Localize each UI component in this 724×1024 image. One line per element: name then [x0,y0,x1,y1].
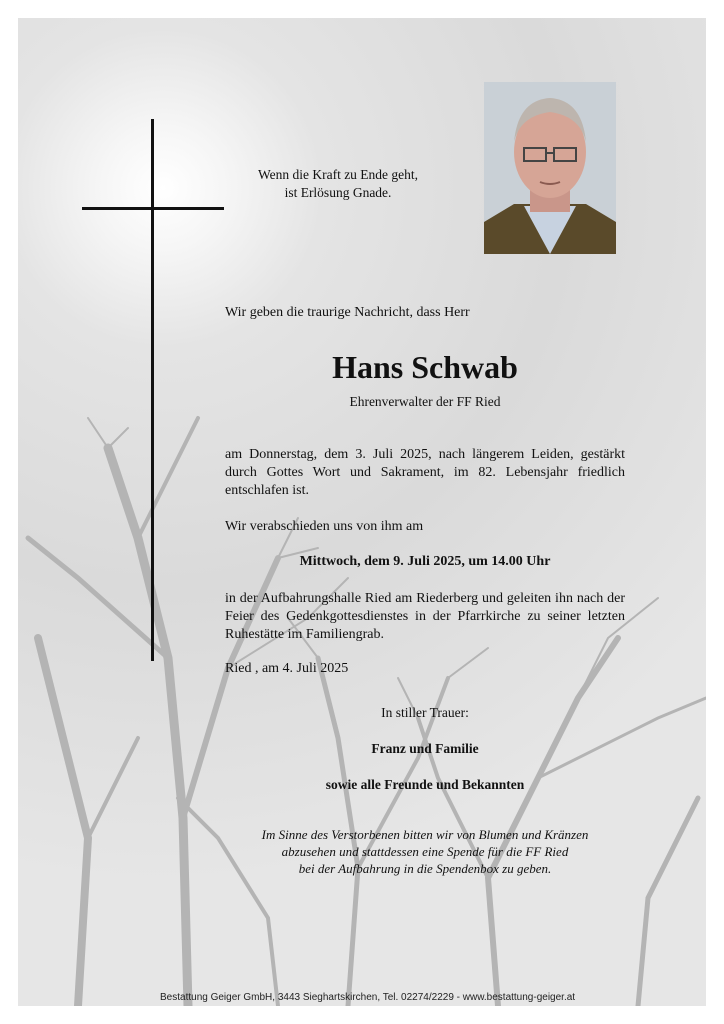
motto-line: Wenn die Kraft zu Ende geht, [257,167,419,182]
deceased-title: Ehrenverwalter der FF Ried [349,394,501,409]
motto-line: ist Erlösung Gnade. [284,185,392,200]
intro-text: Wir geben die traurige Nachricht, dass Herr [225,305,470,320]
mourner-family: Franz und Familie [371,741,479,756]
request-line: abzusehen und stattdessen eine Spende für die FF Ried [281,844,569,859]
portrait-photo [484,82,616,254]
farewell-date: Mittwoch, dem 9. Juli 2025, um 14.00 Uhr [299,554,551,569]
ceremony-paragraph: in der Aufbahrungshalle Ried am Riederberg und geleiten ihn nach der Feier des Gedenkgottesdienstes in der Pfarrkirche zu seiner letzten Ruhestätte im Familiengrab. [225,591,625,642]
mourning-label: In stiller Trauer: [381,705,469,720]
mourner-friends: sowie alle Freunde und Bekannten [325,777,525,792]
footer-funeral-home: Bestattung Geiger GmbH, 3443 Sieghartskirchen, Tel. 02274/2229 - www.bestattung-geiger.at [160,992,576,1003]
obituary-card [18,18,706,1006]
place-date: Ried , am 4. Juli 2025 [225,661,349,676]
cross-icon [151,119,154,661]
donation-request [225,826,625,877]
motto [238,166,438,202]
request-line: Im Sinne des Verstorbenen bitten wir von Blumen und Kränzen [261,827,589,842]
deceased-name: Hans Schwab [332,349,518,385]
cross-icon-bar [82,207,224,210]
death-paragraph: am Donnerstag, dem 3. Juli 2025, nach längerem Leiden, gestärkt durch Gottes Wort und Sakrament, im 82. Lebensjahr friedlich entschlafen ist. [225,447,625,498]
farewell-intro: Wir verabschieden uns von ihm am [225,519,424,534]
request-line: bei der Aufbahrung in die Spendenbox zu geben. [298,861,552,876]
